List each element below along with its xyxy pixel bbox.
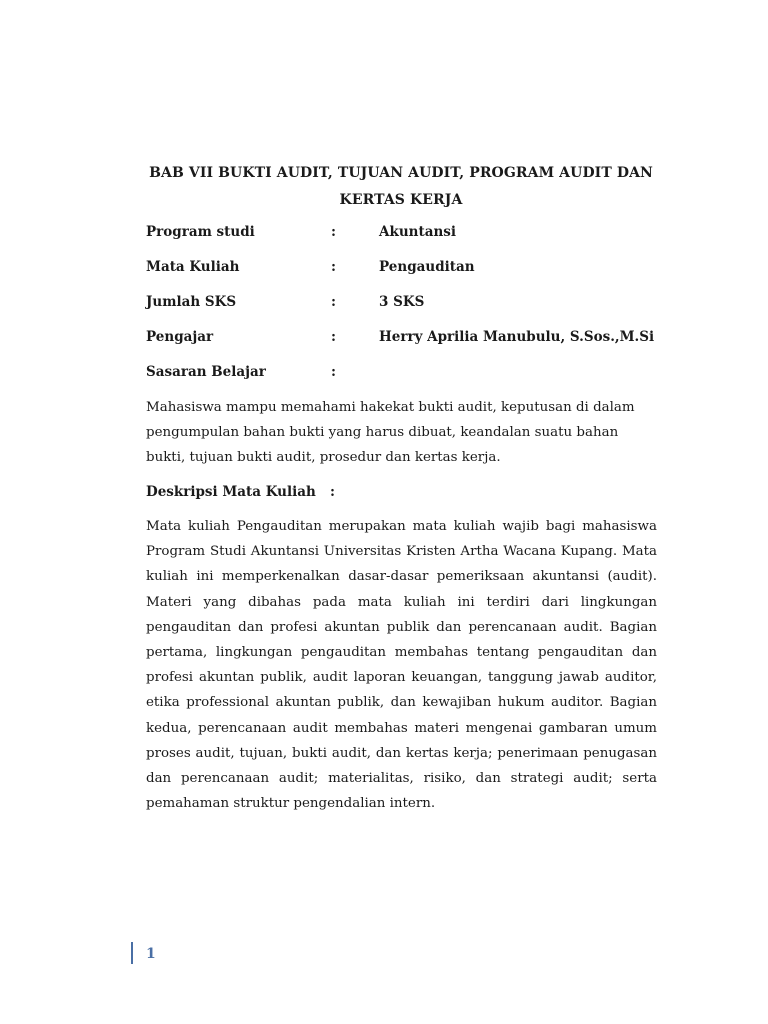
meta-value: Herry Aprilia Manubulu, S.Sos.,M.Si [379, 329, 655, 345]
deskripsi-paragraph: Mata kuliah Pengauditan merupakan mata kuliah wajib bagi mahasiswa Program Studi Akuntansi Universitas Kristen Artha Wacana Kupang. Mata kuliah ini memperkenalkan dasar-dasar pemeriksaan akuntansi (audit). Materi yang dibahas pada mata kuliah ini terdiri dari lingkungan pengauditan dan profesi akuntan publik dan perencanaan audit. Bagian pertama, lingkungan pengauditan membahas tentang pengauditan dan profesi akuntan publik, audit laporan keuangan, tanggung jawab auditor, etika professional akuntan publik, dan kewajiban hukum auditor. Bagian kedua, perencanaan audit membahas materi mengenai gambaran umum proses audit, tujuan, bukti audit, dan kertas kerja; penerimaan penugasan dan perencanaan audit; materialitas, risiko, dan strategi audit; serta pemahaman struktur pengendalian intern. [146, 519, 657, 812]
meta-colon: : [331, 259, 336, 275]
footer-accent-bar [131, 942, 133, 964]
meta-label: Pengajar [146, 329, 214, 345]
deskripsi-label: Deskripsi Mata Kuliah [146, 484, 316, 500]
deskripsi-colon: : [330, 484, 335, 500]
meta-colon: : [331, 294, 336, 310]
page-number: 1 [146, 946, 156, 962]
meta-label: Program studi [146, 224, 255, 240]
meta-label: Sasaran Belajar [146, 364, 266, 380]
meta-value: 3 SKS [379, 294, 425, 310]
meta-value: Akuntansi [379, 224, 456, 240]
meta-row-mata-kuliah [146, 257, 666, 277]
meta-row-pengajar [146, 327, 666, 347]
chapter-title: BAB VII BUKTI AUDIT, TUJUAN AUDIT, PROGRAM AUDIT DAN KERTAS KERJA [149, 165, 653, 208]
meta-colon: : [331, 329, 336, 345]
meta-row-sasaran-belajar [146, 362, 666, 382]
meta-row-jumlah-sks [146, 292, 666, 312]
meta-colon: : [331, 364, 336, 380]
meta-value: Pengauditan [379, 259, 475, 275]
meta-colon: : [331, 224, 336, 240]
meta-row-program-studi [146, 222, 666, 242]
meta-label: Mata Kuliah [146, 259, 240, 275]
deskripsi-heading [146, 482, 386, 502]
sasaran-belajar-paragraph: Mahasiswa mampu memahami hakekat bukti audit, keputusan di dalam pengumpulan bahan bukti yang harus dibuat, keandalan suatu bahan bukti, tujuan bukti audit, prosedur dan kertas kerja. [146, 400, 635, 466]
meta-label: Jumlah SKS [146, 294, 237, 310]
